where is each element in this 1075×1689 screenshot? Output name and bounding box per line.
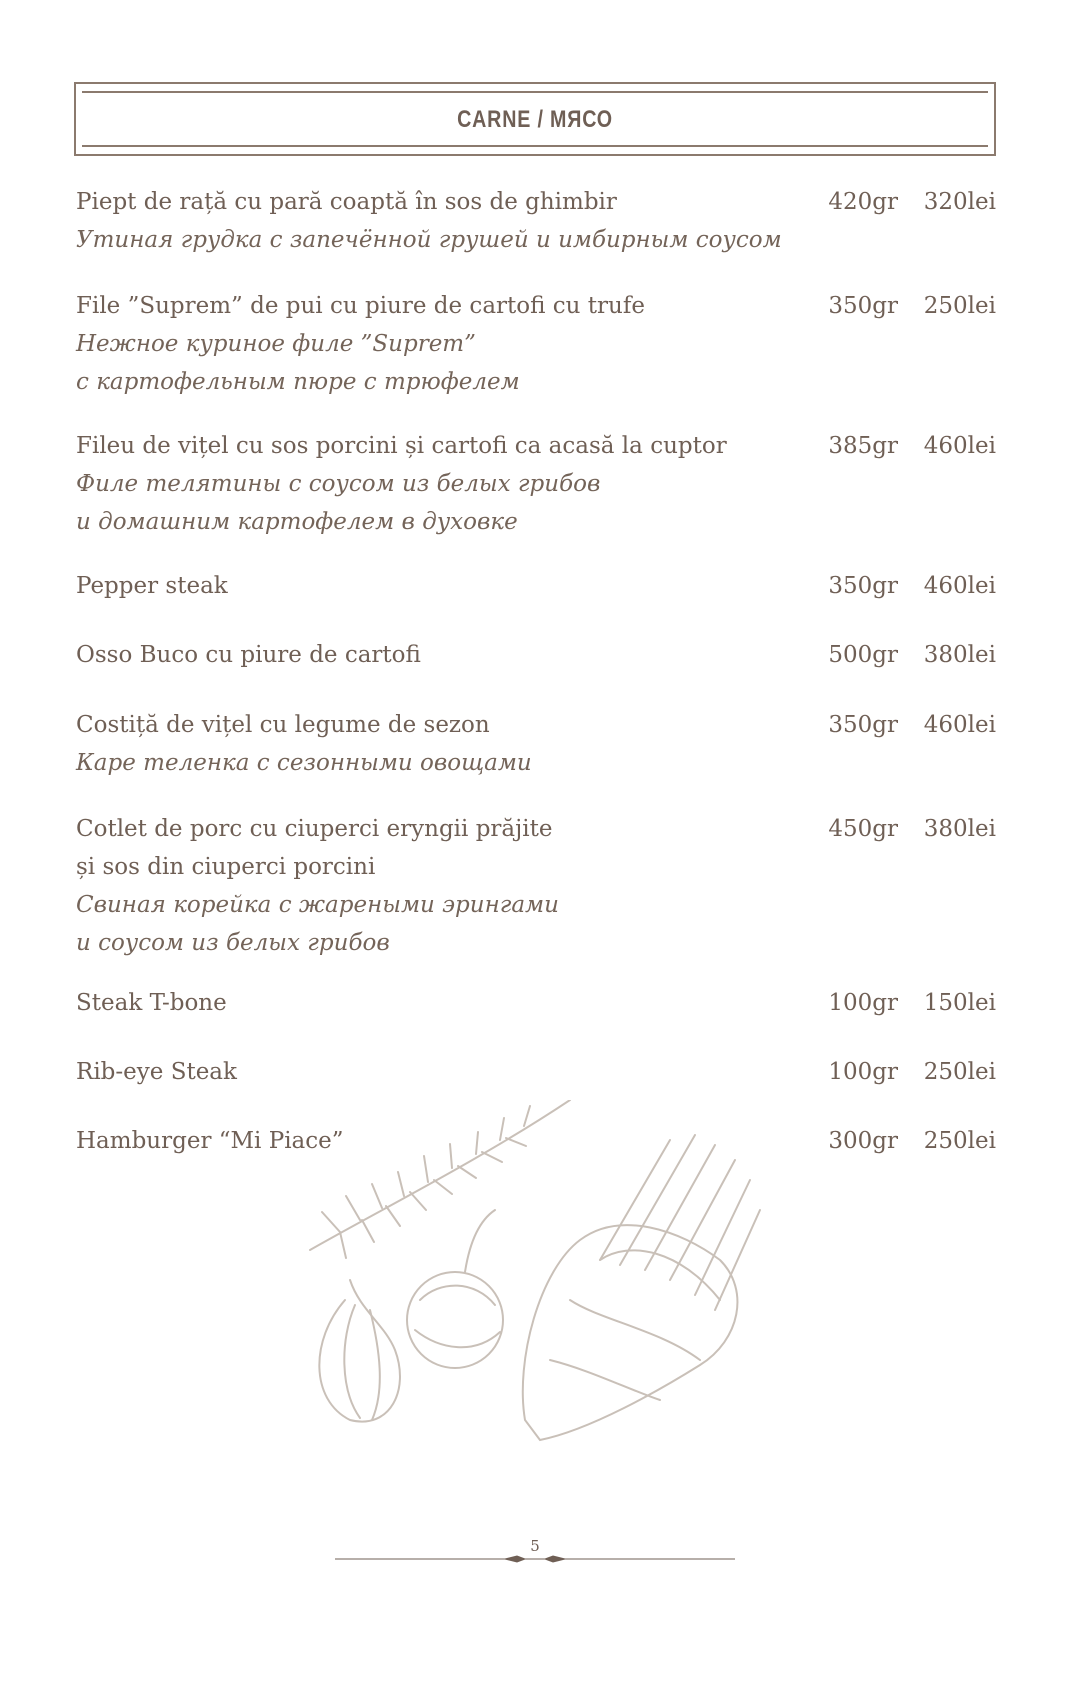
dish-price: 250lei — [923, 293, 996, 319]
dish-weight: 300gr — [828, 1128, 898, 1154]
dish-weight: 100gr — [828, 990, 898, 1016]
dish-price: 380lei — [923, 642, 996, 668]
header-rule-top — [82, 91, 988, 93]
menu-item — [76, 1053, 996, 1091]
menu-item — [76, 984, 996, 1022]
page-number: 5 — [530, 1537, 540, 1555]
dish-price: 250lei — [923, 1128, 996, 1154]
dish-name: Steak T-bone — [76, 990, 227, 1016]
dish-name: File ”Suprem” de pui cu piure de cartofi cu trufe — [76, 293, 645, 319]
dish-price: 460lei — [923, 573, 996, 599]
dish-price: 460lei — [923, 433, 996, 459]
menu-item — [76, 567, 996, 605]
dish-name: Rib-eye Steak — [76, 1059, 237, 1085]
dish-weight: 350gr — [828, 573, 898, 599]
dish-weight: 350gr — [828, 712, 898, 738]
dish-weight: 450gr — [828, 816, 898, 842]
page-footer — [335, 1537, 735, 1577]
dish-name: Hamburger “Mi Piace” — [76, 1128, 344, 1154]
dish-name: Cotlet de porc cu ciuperci eryngii prăjite — [76, 816, 553, 842]
dish-weight: 385gr — [828, 433, 898, 459]
food-sketch-illustration — [300, 1100, 820, 1520]
dish-name: Piept de rață cu pară coaptă în sos de ghimbir — [76, 189, 617, 215]
dish-name: Fileu de vițel cu sos porcini și cartofi ca acasă la cuptor — [76, 433, 727, 459]
dish-price: 380lei — [923, 816, 996, 842]
menu-item — [76, 287, 996, 401]
menu-item — [76, 636, 996, 674]
menu-item — [76, 427, 996, 541]
dish-name: Pepper steak — [76, 573, 228, 599]
dish-name: Costiță de vițel cu legume de sezon — [76, 712, 490, 738]
dish-translation: и домашним картофелем в духовке — [76, 509, 518, 535]
dish-translation: Утиная грудка с запечённой грушей и имбирным соусом — [76, 227, 782, 253]
menu-item — [76, 183, 996, 259]
dish-name: și sos din ciuperci porcini — [76, 854, 376, 880]
header-rule-bottom — [82, 145, 988, 147]
dish-weight: 500gr — [828, 642, 898, 668]
dish-weight: 350gr — [828, 293, 898, 319]
dish-weight: 420gr — [828, 189, 898, 215]
dish-translation: Нежное куриное филе ”Suprem” — [76, 331, 476, 357]
dish-price: 320lei — [923, 189, 996, 215]
dish-name: Osso Buco cu piure de cartofi — [76, 642, 421, 668]
dish-translation: Свиная корейка с жареными эрингами — [76, 892, 559, 918]
dish-price: 250lei — [923, 1059, 996, 1085]
dish-translation: Филе телятины с соусом из белых грибов — [76, 471, 601, 497]
dish-price: 150lei — [923, 990, 996, 1016]
dish-weight: 100gr — [828, 1059, 898, 1085]
section-title: CARNE / МЯСО — [457, 106, 613, 133]
dish-translation: с картофельным пюре с трюфелем — [76, 369, 520, 395]
dish-translation: и соусом из белых грибов — [76, 930, 390, 956]
dish-translation: Каре теленка с сезонными овощами — [76, 750, 532, 776]
header-frame — [74, 82, 996, 156]
menu-item — [76, 810, 996, 962]
dish-price: 460lei — [923, 712, 996, 738]
menu-item — [76, 706, 996, 782]
